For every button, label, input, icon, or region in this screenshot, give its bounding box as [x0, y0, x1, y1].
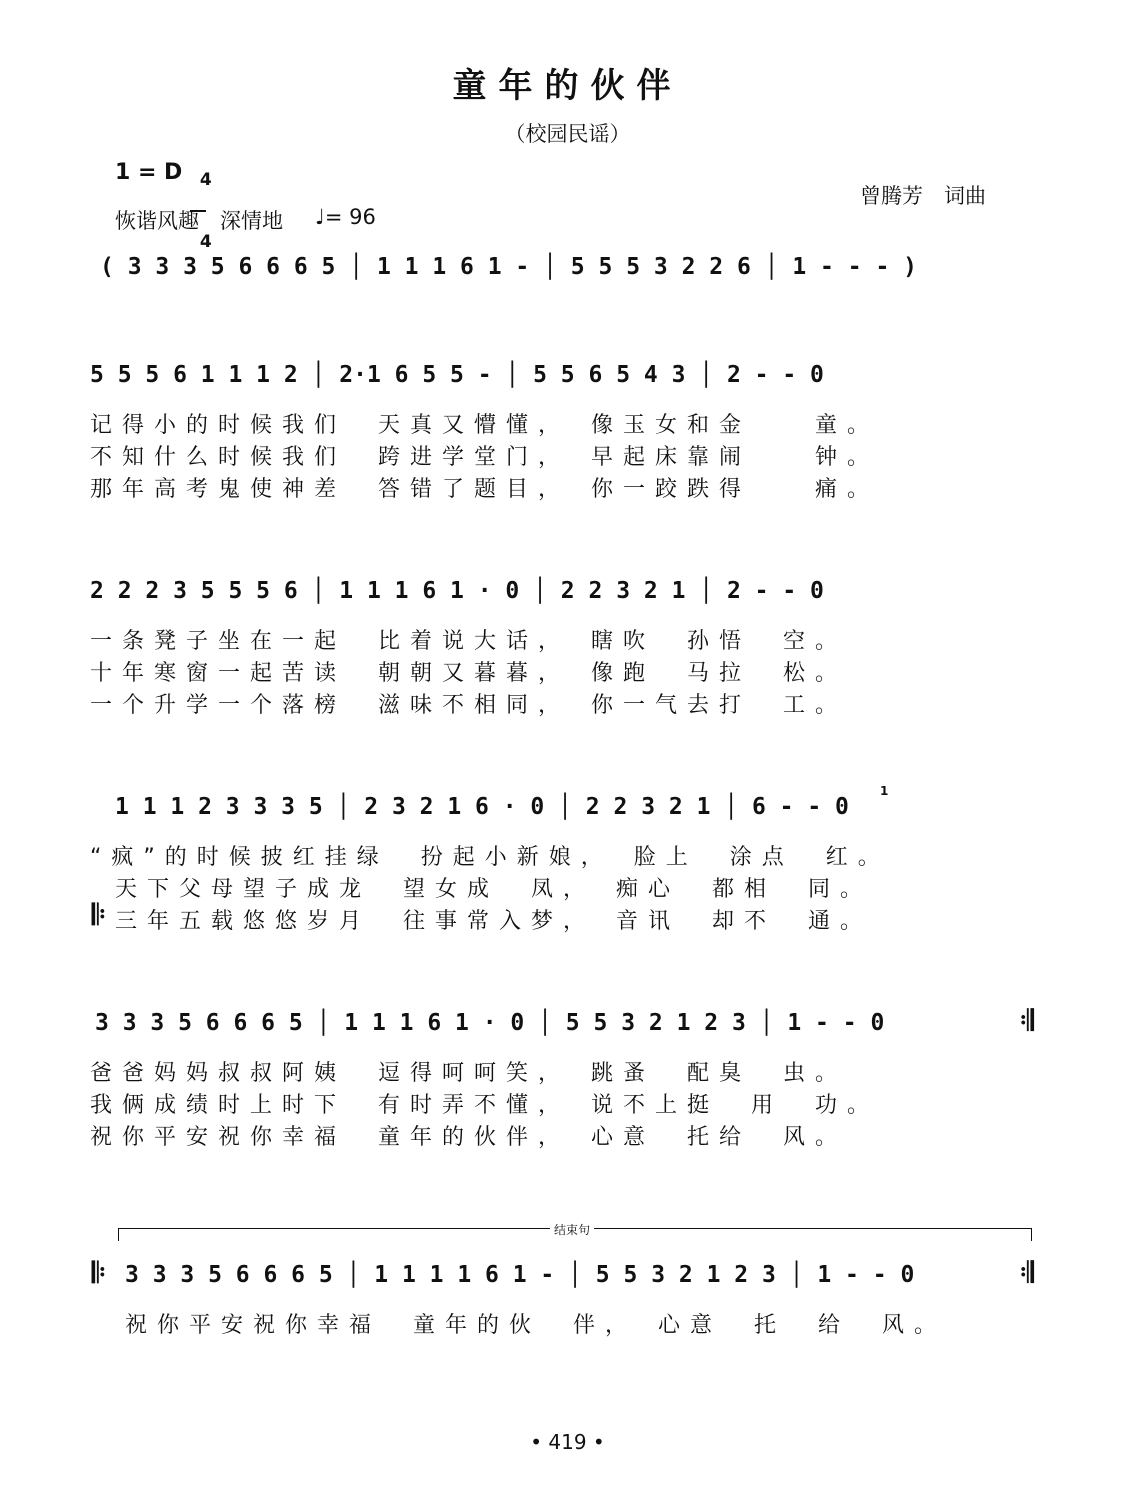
time-signature — [188, 150, 212, 252]
lyric-line-3-3: 一个升学一个落榜 滋味不相同， 你一气去打 工。 — [90, 693, 848, 718]
subtitle: （校园民谣） — [504, 122, 631, 146]
staff-line-3: 2 2 2 3 5 5 5 6 │ 1 1 1 6 1 · 0 │ 2 2 3 2 1 │ 2 - - 0 — [90, 578, 824, 604]
staff-line-5: 3 3 3 5 6 6 6 5 │ 1 1 1 6 1 · 0 │ 5 5 3 2 1 2 3 │ 1 - - 0 — [95, 1010, 885, 1036]
lyric-line-4-1: “疯”的时候披红挂绿 扮起小新娘， 脸上 涂点 红。 — [90, 845, 890, 870]
expression-mark: 恢谐风趣 深情地 — [115, 209, 283, 233]
key-signature: 1 = D — [115, 160, 183, 185]
tempo-mark: ♩= 96 — [315, 205, 376, 229]
repeat-end-icon: 𝄇 — [1020, 1004, 1034, 1037]
lyric-line-6-1: 祝你平安祝你幸福 童年的伙 伴， 心意 托 给 风。 — [125, 1313, 947, 1338]
repeat-start-icon: 𝄆 — [92, 1256, 106, 1289]
lyric-line-5-2: 我俩成绩时上时下 有时弄不懂， 说不上挺 用 功。 — [90, 1093, 880, 1118]
lyric-line-3-1: 一条凳子坐在一起 比着说大话， 瞎吹 孙悟 空。 — [90, 629, 848, 654]
staff-line-6: 3 3 3 5 6 6 6 5 │ 1 1 1 1 6 1 - │ 5 5 3 2 1 2 3 │ 1 - - 0 — [125, 1262, 915, 1288]
page-number: • 419 • — [530, 1430, 605, 1454]
author-credit: 曾腾芳 词曲 — [860, 184, 986, 208]
volta-mark: 1 — [880, 784, 889, 798]
lyric-line-2-1: 记得小的时候我们 天真又懵懂， 像玉女和金 童。 — [90, 413, 880, 438]
lyric-line-5-3: 祝你平安祝你幸福 童年的伙伴， 心意 托给 风。 — [90, 1125, 848, 1150]
page-title: 童年的伙伴 — [452, 66, 683, 106]
lyric-line-3-2: 十年寒窗一起苦读 朝朝又暮暮， 像跑 马拉 松。 — [90, 661, 848, 686]
lyric-line-2-2: 不知什么时候我们 跨进学堂门， 早起床靠闹 钟。 — [90, 445, 880, 470]
lyric-line-2-3: 那年高考鬼使神差 答错了题目， 你一跤跌得 痛。 — [90, 477, 880, 502]
staff-line-4: 1 1 1 2 3 3 3 5 │ 2 3 2 1 6 · 0 │ 2 2 3 2 1 │ 6 - - 0 — [115, 794, 849, 820]
lyric-line-4-2: 天下父母望子成龙 望女成 凤， 痴心 都相 同。 — [115, 877, 873, 902]
lyric-line-5-1: 爸爸妈妈叔叔阿姨 逗得呵呵笑， 跳蚤 配臭 虫。 — [90, 1061, 848, 1086]
ending-label: 结束句 — [550, 1221, 594, 1238]
time-denominator: 4 — [199, 232, 212, 252]
staff-line-2: 5 5 5 6 1 1 1 2 │ 2·1 6 5 5 - │ 5 5 6 5 4 3 │ 2 - - 0 — [90, 362, 824, 388]
time-numerator: 4 — [199, 170, 212, 190]
repeat-start-icon: 𝄆 — [92, 898, 106, 931]
staff-line-1: ( 3 3 3 5 6 6 6 5 │ 1 1 1 6 1 - │ 5 5 5 3 2 2 6 │ 1 - - - ) — [100, 254, 917, 280]
repeat-end-icon: 𝄇 — [1020, 1256, 1034, 1289]
lyric-line-4-3: 三年五载悠悠岁月 往事常入梦， 音讯 却不 通。 — [115, 909, 873, 934]
